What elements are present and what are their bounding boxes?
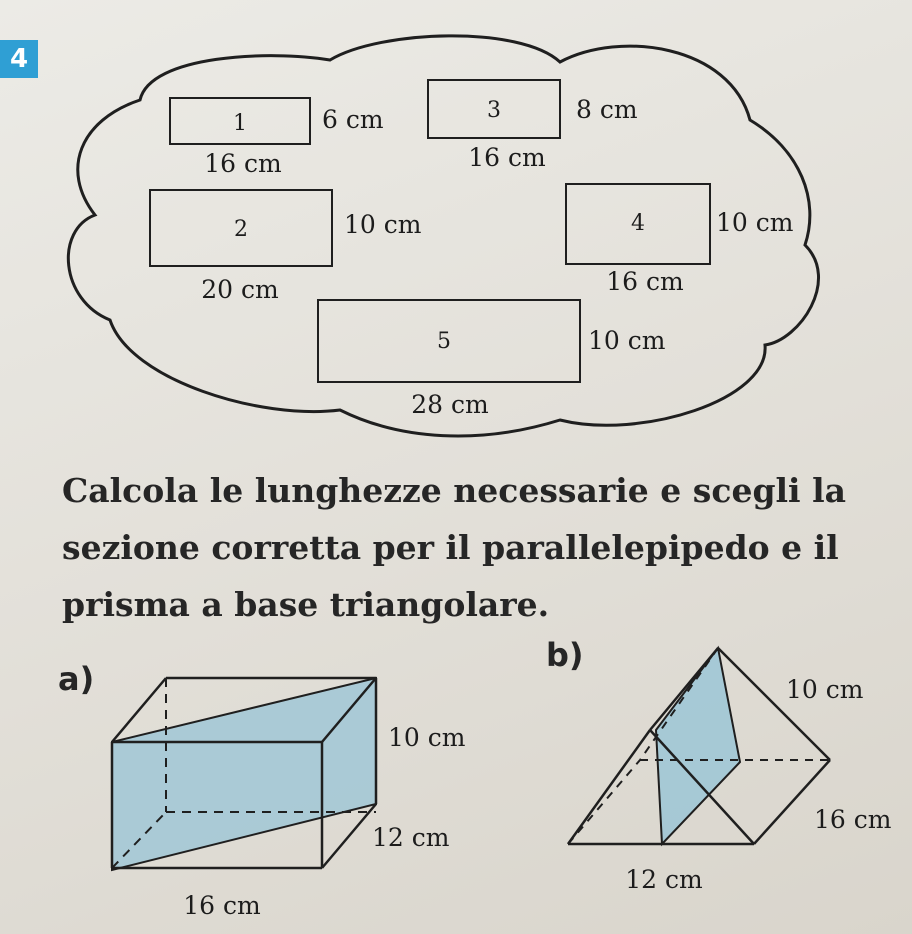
prism-base-label: 12 cm — [625, 865, 703, 894]
rectangle-4-height: 10 cm — [716, 208, 794, 237]
parallelepiped-depth-label: 12 cm — [372, 823, 450, 852]
parallelepiped-section — [112, 678, 376, 870]
prism-length-label: 16 cm — [814, 805, 892, 834]
prism-side-label: 10 cm — [786, 675, 864, 704]
figure-b-label: b) — [546, 636, 584, 674]
rectangle-4-number: 4 — [631, 211, 645, 236]
figure-a-label: a) — [58, 660, 95, 698]
rectangle-3-width: 16 cm — [468, 143, 546, 172]
parallelepiped-length-label: 16 cm — [183, 891, 261, 920]
rectangle-4-width: 16 cm — [606, 267, 684, 296]
rectangle-2-height: 10 cm — [344, 210, 422, 239]
rectangle-3-height: 8 cm — [576, 95, 638, 124]
rectangle-5-height: 10 cm — [588, 326, 666, 355]
rectangle-5-width: 28 cm — [411, 390, 489, 419]
cloud-shape — [68, 36, 818, 436]
rectangle-1-number: 1 — [233, 111, 247, 136]
rectangle-2-number: 2 — [234, 217, 248, 242]
parallelepiped-figure — [112, 678, 376, 870]
rectangle-1-height: 6 cm — [322, 105, 384, 134]
parallelepiped-height-label: 10 cm — [388, 723, 466, 752]
rectangle-1-width: 16 cm — [204, 149, 282, 178]
exercise-number-badge: 4 — [0, 40, 38, 78]
rectangle-3-number: 3 — [487, 98, 501, 123]
exercise-instruction: Calcola le lunghezze necessarie e scegli la sezione corretta per il parallelepipedo e il prisma a base triangolare. — [62, 471, 846, 624]
rectangle-2-width: 20 cm — [201, 275, 279, 304]
rectangle-5-number: 5 — [437, 329, 451, 354]
